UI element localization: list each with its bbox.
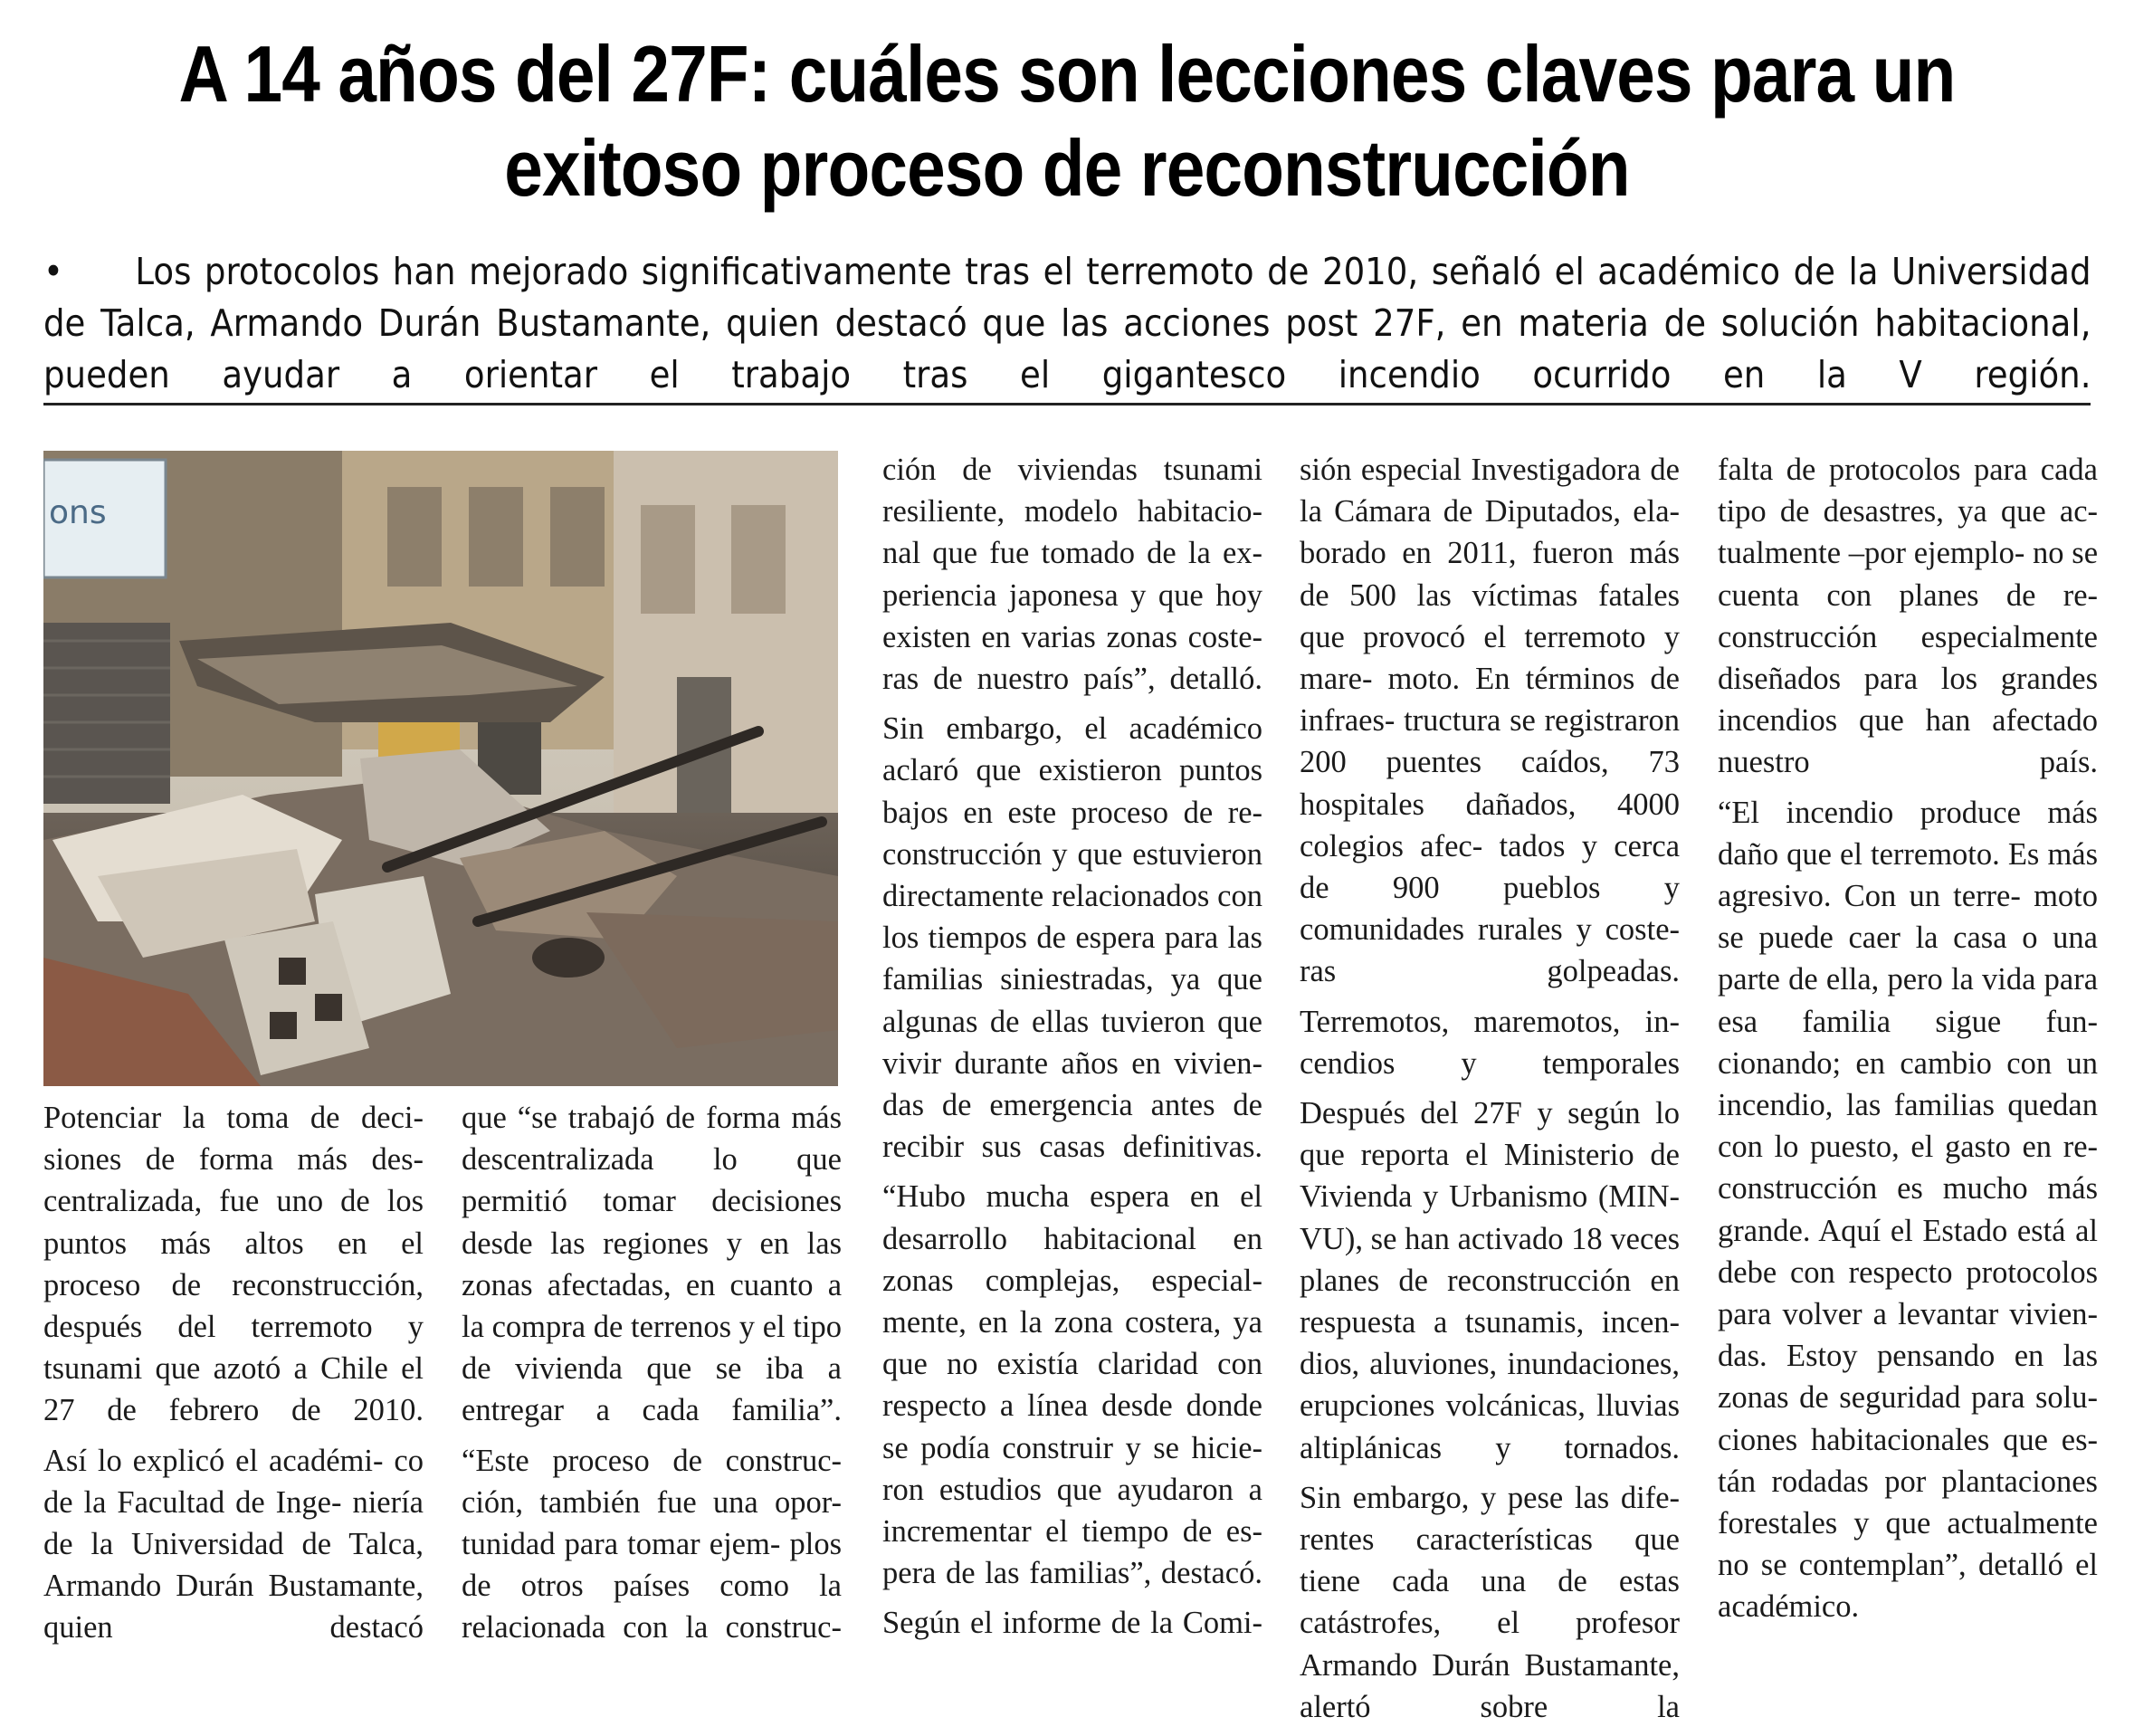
bullet-icon: • — [43, 250, 63, 293]
paragraph: ción de viviendas tsunami resiliente, modelo habitacio- nal que fue tomado de la ex- periencia japonesa y que hoy existen en varias zonas coste- ras de nuestro país”, detalló. — [882, 453, 1262, 697]
article-column-2 — [462, 1097, 842, 1657]
lead-text: Los protocolos han mejorado significativamente tras el terremoto de 2010, señaló el académico de la Universidad de Talca, Armando Durán Bustamante, quien destacó que las acciones post 27F, en materia de solución habitacional, pueden ayudar a orientar el trabajo tras el gigantesco incendio ocurrido en la V región. — [43, 250, 2091, 396]
article-column-3 — [882, 449, 1262, 1653]
paragraph: sión especial Investigadora de la Cámara de Diputados, ela- borado en 2011, fueron más de 500 las víctimas fatales que provocó el terremoto y mare- moto. En términos de infraes- tructura se registraron 200 puentes caídos, 73 hospitales dañados, 4000 colegios afec- tados y cerca de 900 pueblos y comunidades rurales y coste- ras golpeadas. — [1300, 453, 1681, 989]
paragraph: falta de protocolos para cada tipo de desastres, ya que ac- tualmente –por ejemplo- no se cuenta con planes de re- construcción especialmente diseñados para los grandes incendios que han afectado nuestro país. — [1718, 453, 2099, 780]
paragraph: Según el informe de la Comi- — [882, 1606, 1262, 1641]
paragraph: que “se trabajó de forma más descentralizada lo que permitió tomar decisiones desde las regiones y en las zonas afectadas, en cuanto a la compra de terrenos y el tipo de vivienda que se iba a entregar a cada familia”. — [462, 1101, 843, 1428]
paragraph: Así lo explicó el académi- co de la Facultad de Inge- niería de la Universidad de Talca, Armando Durán Bustamante, quien destacó — [43, 1443, 424, 1645]
divider — [43, 403, 2091, 405]
headline — [162, 27, 1971, 217]
paragraph: Potenciar la toma de deci- siones de forma más des- centralizada, fue uno de los puntos más altos en el proceso de reconstrucción, después del terremoto y tsunami que azotó a Chile el 27 de febrero de 2010. — [43, 1101, 424, 1428]
headline-line-1: A 14 años del 27F: cuáles son lecciones claves para un — [178, 29, 1956, 119]
paragraph: “Este proceso de construc- ción, también fue una opor- tunidad para tomar ejem- plos de otros países como la relacionada con la construc- — [462, 1443, 842, 1645]
store-sign: ons — [49, 494, 107, 531]
paragraph: “El incendio produce más daño que el terremoto. Es más agresivo. Con un terre- moto se puede caer la casa o una parte de ella, pero la vida para esa familia sigue fun- cionando; en cambio con un incendio, las familias quedan con lo puesto, el gasto en re- construcción es mucho más grande. Aquí el Estado está al debe con respecto protocolos para volver a levantar vivien- das. Estoy pensando en las zonas de seguridad para solu- ciones habitacionales que es- tán rodadas por plantaciones forestales y que actualmente no se contemplan”, detalló el académico. — [1718, 795, 2099, 1625]
paragraph: Después del 27F y según lo que reporta el Ministerio de Vivienda y Urbanismo (MIN- VU), se han activado 18 veces planes de reconstrucción en respuesta a tsunamis, incen- dios, aluviones, inundaciones, erupciones volcánicas, lluvias altiplánicas y tornados. — [1300, 1096, 1680, 1465]
article-photo — [43, 451, 838, 1086]
article-column-1 — [43, 1097, 424, 1657]
paragraph: “Hubo mucha espera en el desarrollo habitacional en zonas complejas, especial- mente, en la zona costera, ya que no existía claridad con respecto a línea desde donde se podía construir y se hicie- ron estudios que ayudaron a incrementar el tiempo de es- pera de las familias”, destacó. — [882, 1179, 1262, 1591]
earthquake-rubble-image — [43, 451, 838, 1086]
paragraph: Sin embargo, y pese las dife- rentes características que tiene cada una de estas catástrofes, el profesor Armando Durán Bustamante, alertó sobre la — [1300, 1480, 1680, 1724]
headline-line-2: exitoso proceso de reconstrucción — [504, 123, 1630, 213]
subheading: Terremotos, maremotos, in- cendios y temporales — [1300, 1004, 1680, 1081]
paragraph: Sin embargo, el académico aclaró que existieron puntos bajos en este proceso de re- construcción y que estuvieron directamente relacionados con los tiempos de espera para las familias siniestradas, ya que algunas de ellas tuvieron que vivir durante años en vivien- das de emergencia antes de recibir sus casas definitivas. — [882, 711, 1262, 1165]
article-column-5 — [1718, 449, 2098, 1636]
article-column-4 — [1300, 449, 1680, 1736]
lead-summary — [43, 246, 2091, 401]
